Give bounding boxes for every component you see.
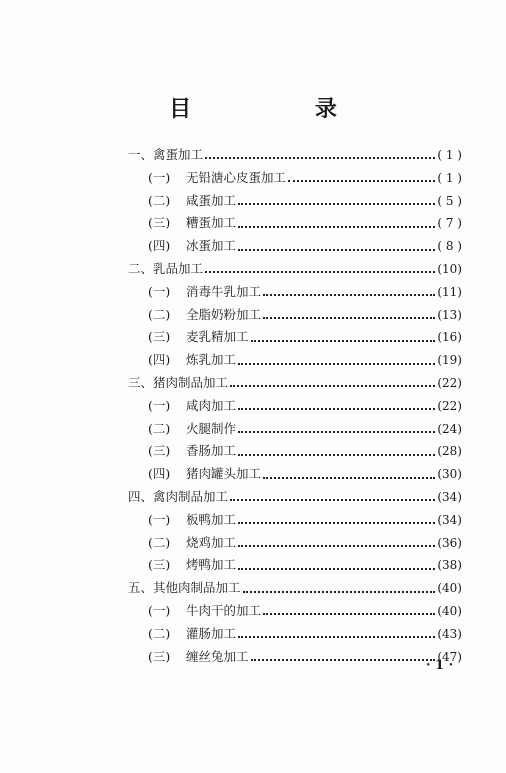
toc-entry-title: 咸肉加工 [186,397,237,413]
toc-entry-title: 糟蛋加工 [186,215,237,231]
toc-entry-title: 麦乳精加工 [186,329,249,345]
leader-dots [238,203,435,205]
toc-entry-page: ( 8 ) [437,239,462,254]
toc-entry-number: (一) [148,169,171,185]
toc-entry-page: (30) [437,467,462,482]
toc-entry-4-1 [128,510,462,533]
leader-dots [263,477,435,479]
leader-dots [230,499,435,501]
toc-entry-4-2 [128,533,462,556]
toc-entry-title: 消毒牛乳加工 [186,283,262,299]
toc-entry-2-2 [128,305,462,328]
toc-entry-page: (10) [437,261,462,276]
toc-entry-page: (16) [437,330,462,345]
toc-entry-title: 猪肉罐头加工 [186,466,262,482]
toc-entry-number: (一) [148,602,171,618]
toc-entry-page: (24) [437,421,462,436]
toc-entry-number: (一) [148,283,171,299]
toc-entry-page: (19) [437,353,462,368]
toc-entry-number: (三) [148,215,171,231]
toc-entry-number: (四) [148,466,171,482]
toc-entry-5-3 [128,647,462,670]
toc-entry-title: 烧鸡加工 [186,534,237,550]
toc-entry-page: (22) [437,375,462,390]
leader-dots [263,294,435,296]
toc-entry-3-4 [128,464,462,487]
toc-entry-number: (二) [148,534,171,550]
toc-entry-5-2 [128,624,462,647]
toc-entry-page: (11) [437,284,462,299]
toc-entry-title: 二、乳品加工 [128,260,204,276]
toc-entry-3-1 [128,396,462,419]
table-of-contents [128,145,462,669]
toc-entry-page: (40) [437,581,462,596]
toc-entry-title: 香肠加工 [186,443,237,459]
toc-entry-title: 板鸭加工 [186,511,237,527]
toc-entry-number: (二) [148,306,171,322]
leader-dots [263,317,435,319]
toc-entry-number: (四) [148,352,171,368]
toc-entry-page: (13) [437,307,462,322]
toc-entry-page: ( 5 ) [437,193,462,208]
leader-dots [205,271,435,273]
toc-entry-page: (43) [437,626,462,641]
toc-entry-number: (二) [148,625,171,641]
leader-dots [205,157,435,159]
leader-dots [263,613,435,615]
toc-entry-5-1 [128,601,462,624]
toc-entry-title: 烤鸭加工 [186,557,237,573]
toc-entry-title: 全脂奶粉加工 [186,306,262,322]
toc-entry-number: (三) [148,557,171,573]
leader-dots [238,636,435,638]
leader-dots [238,363,435,365]
leader-dots [243,591,436,593]
toc-entry-number: (三) [148,648,171,664]
toc-entry-page: ( 1 ) [437,170,462,185]
leader-dots [238,454,435,456]
toc-entry-4-3 [128,555,462,578]
toc-entry-1 [128,145,462,168]
toc-entry-page: (34) [437,512,462,527]
toc-entry-title: 冰蛋加工 [186,238,237,254]
toc-entry-title: 灌肠加工 [186,625,237,641]
toc-entry-title: 缠丝兔加工 [186,648,249,664]
toc-entry-2-1 [128,282,462,305]
toc-entry-2-3 [128,327,462,350]
toc-entry-page: (47) [437,649,462,664]
toc-entry-page: ( 1 ) [437,148,462,162]
toc-entry-number: (二) [148,420,171,436]
toc-entry-1-2 [128,191,462,214]
toc-entry-page: (28) [437,444,462,459]
toc-entry-number: (四) [148,238,171,254]
toc-entry-1-3 [128,213,462,236]
toc-entry-title: 三、猪肉制品加工 [128,374,229,390]
toc-entry-2 [128,259,462,282]
leader-dots [238,545,435,547]
leader-dots [288,180,435,182]
leader-dots [238,408,435,410]
toc-entry-number: (一) [148,511,171,527]
leader-dots [238,568,435,570]
toc-entry-page: (22) [437,398,462,413]
toc-entry-page: (36) [437,535,462,550]
toc-entry-page: ( 7 ) [437,216,462,231]
toc-entry-title: 无铅溏心皮蛋加工 [186,169,287,185]
toc-entry-3-3 [128,441,462,464]
toc-entry-3-2 [128,419,462,442]
toc-entry-number: (三) [148,329,171,345]
toc-entry-title: 五、其他肉制品加工 [128,580,241,596]
leader-dots [238,226,435,228]
toc-entry-page: (34) [437,489,462,504]
leader-dots [238,431,435,433]
toc-entry-title: 炼乳加工 [186,352,237,368]
toc-entry-title: 四、禽肉制品加工 [128,488,229,504]
toc-entry-1-1 [128,168,462,191]
toc-entry-1-4 [128,236,462,259]
toc-entry-3 [128,373,462,396]
toc-entry-title: 牛肉干的加工 [186,602,262,618]
toc-entry-5 [128,578,462,601]
toc-entry-page: (40) [437,603,462,618]
toc-entry-page: (38) [437,558,462,573]
page-number: · 1 · [426,658,454,673]
leader-dots [230,385,435,387]
toc-entry-number: (一) [148,397,171,413]
leader-dots [251,659,436,661]
toc-entry-number: (三) [148,443,171,459]
leader-dots [251,340,436,342]
toc-entry-title: 一、禽蛋加工 [128,147,204,162]
toc-entry-title: 火腿制作 [186,420,237,436]
toc-entry-2-4 [128,350,462,373]
toc-entry-title: 咸蛋加工 [186,192,237,208]
toc-entry-4 [128,487,462,510]
toc-entry-number: (二) [148,192,171,208]
leader-dots [238,249,435,251]
page-title: 目 录 [169,96,395,122]
leader-dots [238,522,435,524]
